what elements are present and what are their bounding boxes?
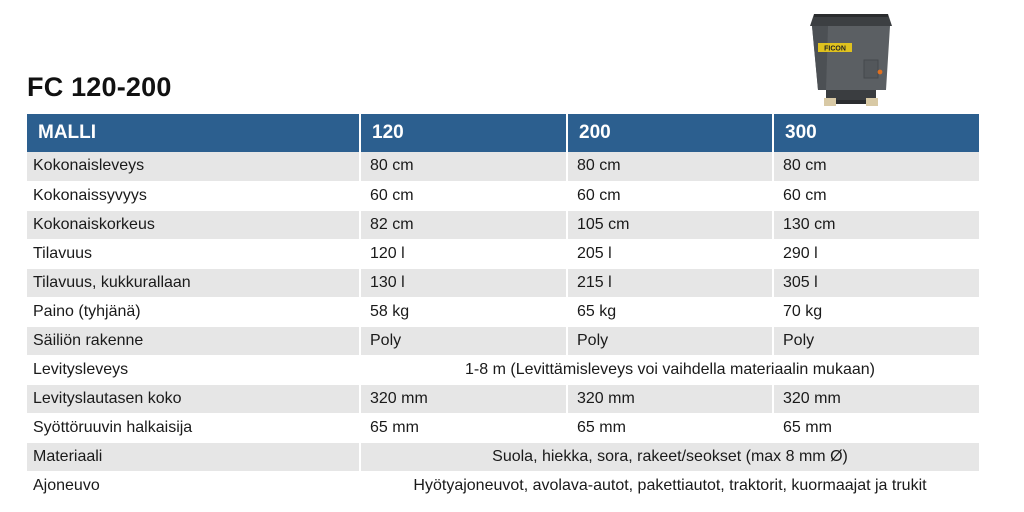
row-label: Levityslautasen koko [27, 384, 360, 413]
spreader-product-image [808, 10, 894, 110]
cell-value: Poly [567, 326, 773, 355]
cell-value: 65 mm [360, 413, 567, 442]
cell-value: 80 cm [360, 152, 567, 181]
cell-value-span: 1-8 m (Levittämisleveys voi vaihdella materiaalin mukaan) [360, 355, 979, 384]
spec-table [27, 114, 979, 501]
cell-value: 70 kg [773, 297, 979, 326]
row-label: Materiaali [27, 442, 360, 471]
cell-value: 65 kg [567, 297, 773, 326]
row-label: Tilavuus, kukkurallaan [27, 268, 360, 297]
row-label: Ajoneuvo [27, 471, 360, 500]
table-row [27, 181, 979, 210]
cell-value: 320 mm [567, 384, 773, 413]
table-row [27, 471, 979, 500]
cell-value: 305 l [773, 268, 979, 297]
cell-value: 80 cm [773, 152, 979, 181]
table-row [27, 210, 979, 239]
table-row [27, 297, 979, 326]
header-200: 200 [567, 114, 773, 152]
header-model: MALLI [27, 114, 360, 152]
row-label: Tilavuus [27, 239, 360, 268]
header-120: 120 [360, 114, 567, 152]
cell-value: 120 l [360, 239, 567, 268]
cell-value: 58 kg [360, 297, 567, 326]
table-row [27, 413, 979, 442]
row-label: Kokonaisleveys [27, 152, 360, 181]
cell-value: 65 mm [567, 413, 773, 442]
cell-value-span: Hyötyajoneuvot, avolava-autot, pakettiautot, traktorit, kuormaajat ja trukit [360, 471, 979, 500]
cell-value: 130 cm [773, 210, 979, 239]
cell-value: 60 cm [360, 181, 567, 210]
table-row [27, 355, 979, 384]
header-300: 300 [773, 114, 979, 152]
table-row [27, 384, 979, 413]
table-row [27, 268, 979, 297]
table-row [27, 152, 979, 181]
table-row [27, 442, 979, 471]
cell-value: Poly [360, 326, 567, 355]
cell-value: Poly [773, 326, 979, 355]
cell-value: 320 mm [773, 384, 979, 413]
cell-value: 105 cm [567, 210, 773, 239]
cell-value: 60 cm [773, 181, 979, 210]
cell-value: 80 cm [567, 152, 773, 181]
cell-value: 320 mm [360, 384, 567, 413]
brand-label: FICON [824, 45, 846, 53]
row-label: Syöttöruuvin halkaisija [27, 413, 360, 442]
row-label: Säiliön rakenne [27, 326, 360, 355]
row-label: Kokonaissyvyys [27, 181, 360, 210]
row-label: Paino (tyhjänä) [27, 297, 360, 326]
cell-value: 82 cm [360, 210, 567, 239]
cell-value: 215 l [567, 268, 773, 297]
cell-value: 290 l [773, 239, 979, 268]
row-label: Levitysleveys [27, 355, 360, 384]
cell-value: 65 mm [773, 413, 979, 442]
table-row [27, 326, 979, 355]
row-label: Kokonaiskorkeus [27, 210, 360, 239]
cell-value: 60 cm [567, 181, 773, 210]
table-header-row [27, 114, 979, 152]
page-title: FC 120-200 [27, 72, 172, 102]
cell-value: 205 l [567, 239, 773, 268]
table-row [27, 239, 979, 268]
cell-value: 130 l [360, 268, 567, 297]
cell-value-span: Suola, hiekka, sora, rakeet/seokset (max 8 mm Ø) [360, 442, 979, 471]
